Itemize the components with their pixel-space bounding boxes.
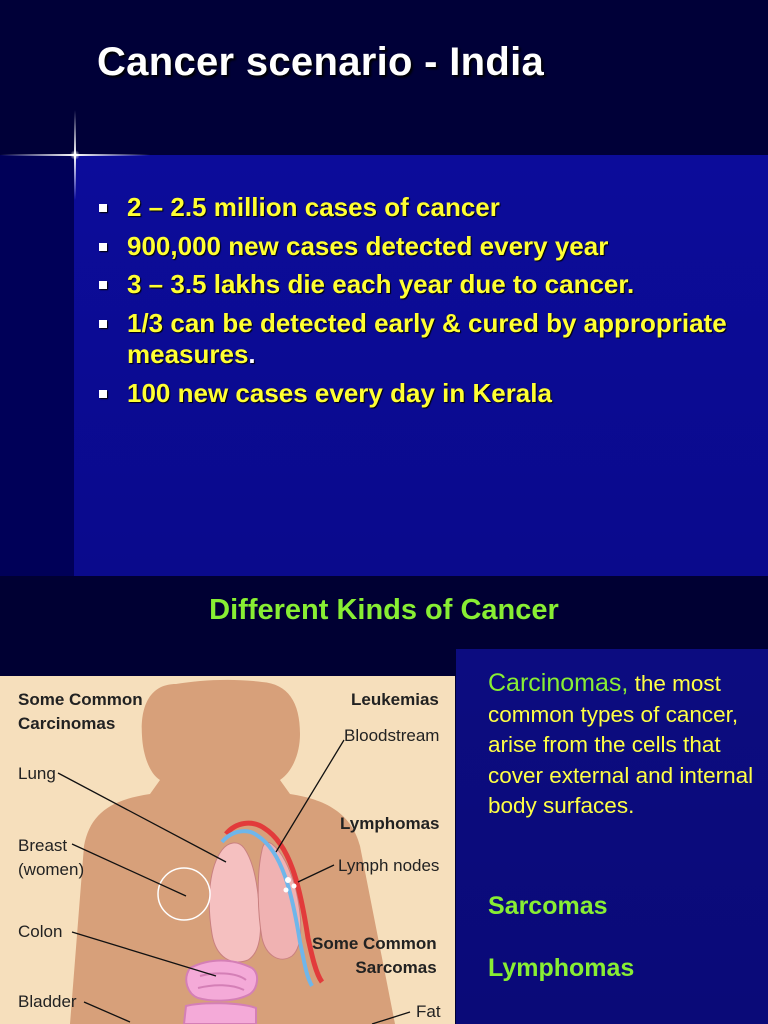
label-lymphomas: Lymphomas: [340, 814, 440, 833]
bullet-text: 900,000 new cases detected every year: [127, 230, 609, 261]
slide-heading: Different Kinds of Cancer: [209, 594, 559, 626]
bullet-item: [98, 378, 738, 410]
square-bullet-icon: [99, 320, 107, 328]
bullet-text: 100 new cases every day in Kerala: [127, 377, 552, 408]
slide-title: Cancer scenario - India: [97, 40, 545, 84]
label-bloodstream: Bloodstream: [344, 726, 440, 745]
carcinomas-description: [488, 668, 764, 822]
label-breast: Breast (women): [18, 836, 85, 879]
label-lymph-nodes: Lymph nodes: [338, 856, 440, 875]
carcinomas-definition: the most common types of cancer, arise from the cells that cover external and internal body surfaces.: [488, 671, 754, 818]
label-bladder: Bladder: [18, 992, 77, 1011]
lymph-node: [285, 877, 291, 883]
bullet-text: 1/3 can be detected early & cured by appropriate measures: [127, 307, 727, 369]
square-bullet-icon: [99, 281, 107, 289]
left-band: [0, 155, 74, 576]
bullet-text: 3 – 3.5 lakhs die each year due to cancer.: [127, 269, 635, 299]
term-sarcomas: Sarcomas: [488, 892, 608, 920]
label-lung: Lung: [18, 764, 56, 783]
label-fat: Fat: [416, 1002, 441, 1021]
lymph-node: [292, 884, 297, 889]
term-lymphomas: Lymphomas: [488, 954, 635, 982]
bullet-item: [98, 192, 738, 224]
label-some-common-sarcomas: Some Common Sarcomas: [312, 934, 437, 977]
lymph-node: [284, 888, 289, 893]
body-illustration: [0, 676, 455, 1024]
slide-different-kinds-of-cancer: [0, 576, 768, 1024]
bullet-text: 2 – 2.5 million cases of cancer: [127, 192, 500, 222]
label-colon: Colon: [18, 922, 63, 941]
bullet-list: [98, 192, 738, 416]
square-bullet-icon: [99, 243, 107, 251]
bullet-item: [98, 308, 738, 371]
colon-intestine: [186, 961, 257, 1001]
bullet-item: [98, 231, 738, 263]
sparkle-decoration-core: [70, 150, 80, 160]
intestine-lower: [184, 1003, 256, 1024]
square-bullet-icon: [99, 390, 107, 398]
square-bullet-icon: [99, 204, 107, 212]
label-leukemias: Leukemias: [351, 690, 439, 709]
bullet-item: [98, 269, 738, 301]
bullet-period: .: [248, 339, 256, 369]
label-some-common-carcinomas: Some Common Carcinomas: [18, 690, 143, 733]
carcinomas-term: Carcinomas,: [488, 669, 629, 697]
